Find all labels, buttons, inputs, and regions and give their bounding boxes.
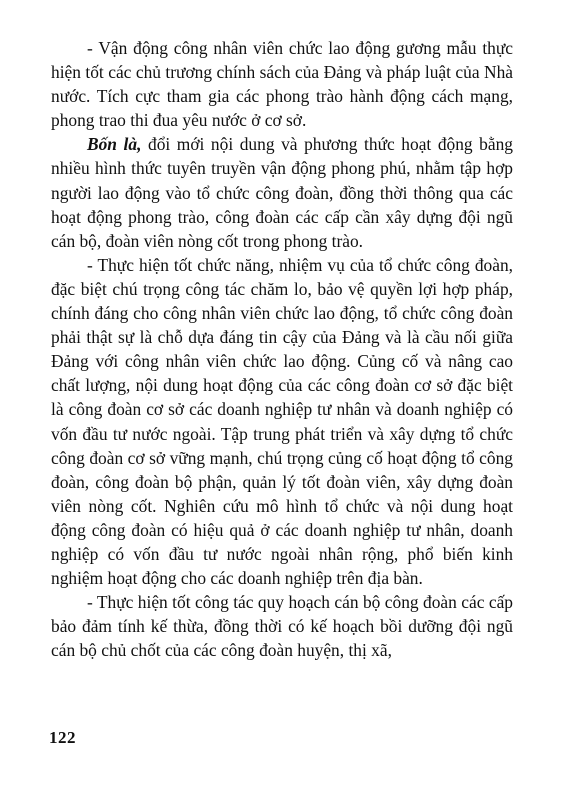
- paragraph: [51, 36, 513, 132]
- paragraph-text: - Thực hiện tốt công tác quy hoạch cán bộ công đoàn các cấp bảo đảm tính kế thừa, đồng thời có kế hoạch bồi dưỡng đội ngũ cán bộ chủ chốt của các công đoàn huyện, thị xã,: [51, 592, 513, 661]
- paragraph: [51, 590, 513, 662]
- paragraph-text: - Thực hiện tốt chức năng, nhiệm vụ của tổ chức công đoàn, đặc biệt chú trọng công tác chăm lo, bảo vệ quyền lợi hợp pháp, chính đáng cho công nhân viên chức lao động, tổ chức công đoàn phải thật sự là chỗ dựa đáng tin cậy của Đảng và là cầu nối giữa Đảng với công nhân viên chức lao động. Củng cố và nâng cao chất lượng, nội dung hoạt động của các công đoàn cơ sở đặc biệt là công đoàn cơ sở các doanh nghiệp tư nhân và doanh nghiệp có vốn đầu tư nước ngoài. Tập trung phát triển và xây dựng tổ chức công đoàn cơ sở vững mạnh, chú trọng củng cố hoạt động tổ công đoàn, công đoàn bộ phận, quản lý tốt đoàn viên, xây dựng đoàn viên nòng cốt. Nghiên cứu mô hình tổ chức và nội dung hoạt động công đoàn có hiệu quả ở các doanh nghiệp tư nhân, doanh nghiệp có vốn đầu tư nước ngoài nhân rộng, phổ biến kinh nghiệm hoạt động cho các doanh nghiệp trên địa bàn.: [51, 254, 513, 589]
- paragraph: [51, 253, 513, 590]
- paragraph-lead-in: Bốn là,: [87, 134, 142, 155]
- page-number: 122: [49, 728, 76, 747]
- paragraph-text: - Vận động công nhân viên chức lao động gương mẫu thực hiện tốt các chủ trương chính sách của Đảng và pháp luật của Nhà nước. Tích cực tham gia các phong trào hành động cách mạng, phong trao thi đua yêu nước ở cơ sở.: [51, 38, 513, 131]
- paragraph: [51, 132, 513, 252]
- body-text: [51, 36, 513, 662]
- paragraph-text: đổi mới nội dung và phương thức hoạt động bằng nhiều hình thức tuyên truyền vận động phong phú, nhằm tập hợp người lao động vào tổ chức công đoàn, đồng thời thông qua các hoạt động phong trào, công đoàn các cấp cần xây dựng đội ngũ cán bộ, đoàn viên nòng cốt trong phong trào.: [51, 134, 513, 251]
